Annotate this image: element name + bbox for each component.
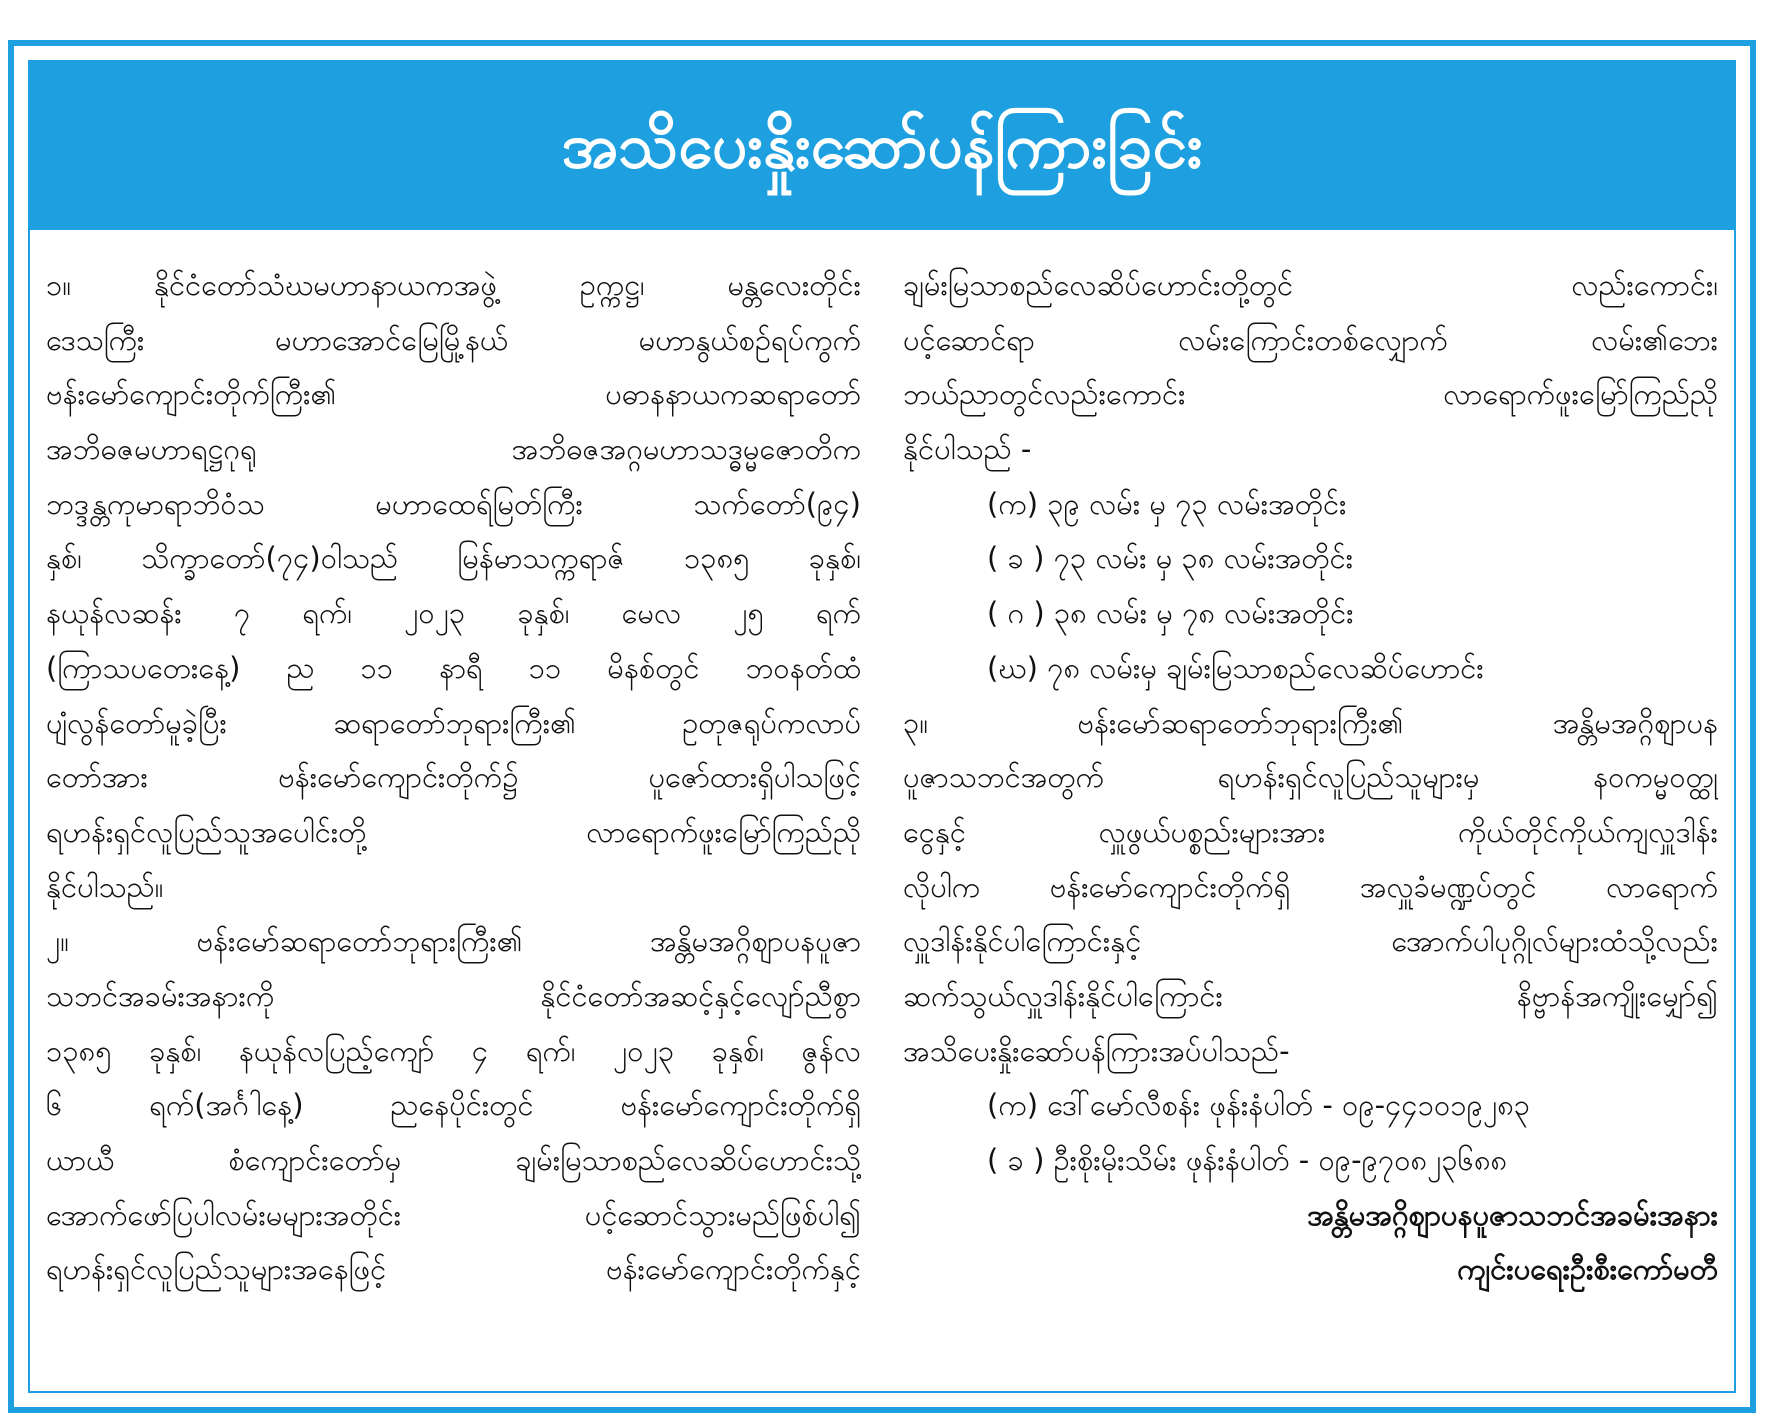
body-line: ပင့်ဆောင်ရာ လမ်းကြောင်းတစ်လျှောက် လမ်း၏ဘေး bbox=[903, 322, 1718, 357]
body-line: နှစ်၊ သိက္ခာတော်(၇၄)ဝါသည် မြန်မာသက္ကရာဇ် ၁၃၈၅ ခုနှစ်၊ bbox=[46, 541, 861, 576]
notice-title: အသိပေးနှိုးဆော်ပန်ကြားခြင်း bbox=[561, 109, 1203, 182]
body-line: ၁၃၈၅ ခုနှစ်၊ နယုန်လပြည့်ကျော် ၄ ရက်၊ ၂၀၂၃ ခုနှစ်၊ ဇွန်လ bbox=[46, 1033, 861, 1068]
body-line: ရဟန်းရှင်လူပြည်သူများအနေဖြင့် ဗန်းမော်ကျောင်းတိုက်နှင့် bbox=[46, 1252, 861, 1287]
body-line: ၆ ရက်(အင်္ဂါနေ့) ညနေပိုင်းတွင် ဗန်းမော်ကျောင်းတိုက်ရှိ bbox=[46, 1088, 861, 1123]
title-banner bbox=[30, 62, 1734, 230]
notice-body bbox=[46, 258, 1718, 1377]
body-line: ဘဒ္ဒန္တကုမာရာဘိဝံသ မဟာထေရ်မြတ်ကြီး သက်တော်(၉၄) bbox=[46, 486, 861, 521]
body-line: တော်အား ဗန်းမော်ကျောင်းတိုက်၌ ပူဇော်ထားရှိပါသဖြင့် bbox=[46, 760, 861, 795]
contact-item: ( ခ ) ဦးစိုးမိုးသိမ်း ဖုန်းနံပါတ် - ၀၉-၉၇၀၈၂၃၆၈၈ bbox=[987, 1143, 1508, 1177]
body-line: ရဟန်းရှင်လူပြည်သူအပေါင်းတို့ လာရောက်ဖူးမြော်ကြည်ညို bbox=[46, 814, 861, 849]
body-line: ဘယ်ညာတွင်လည်းကောင်း လာရောက်ဖူးမြော်ကြည်ညို bbox=[903, 377, 1718, 412]
body-line: လှူဒါန်းနိုင်ပါကြောင်းနှင့် အောက်ပါပုဂ္ဂိုလ်များထံသို့လည်း bbox=[903, 924, 1718, 959]
body-line: ၁။ နိုင်ငံတော်သံဃမဟာနာယကအဖွဲ့ ဥက္ကဋ္ဌ၊ မန္တလေးတိုင်း bbox=[46, 268, 861, 302]
body-line: ချမ်းမြသာစည်လေဆိပ်ဟောင်းတို့တွင် လည်းကောင်း၊ bbox=[903, 268, 1718, 302]
body-line: ဗန်းမော်ကျောင်းတိုက်ကြီး၏ ပဓာနနာယကဆရာတော် bbox=[46, 377, 861, 412]
body-line: နိုင်ပါသည်။ bbox=[46, 869, 164, 904]
body-line: လိုပါက ဗန်းမော်ကျောင်းတိုက်ရှိ အလှူခံမဏ္ဍပ်တွင် လာရောက် bbox=[903, 869, 1718, 904]
body-line: ဆက်သွယ်လှူဒါန်းနိုင်ပါကြောင်း နိဗ္ဗာန်အကျိုးမျှော်၍ bbox=[903, 978, 1718, 1013]
body-line: နိုင်ပါသည် - bbox=[903, 432, 1032, 467]
body-line: ငွေနှင့် လှူဖွယ်ပစ္စည်းများအား ကိုယ်တိုင်ကိုယ်ကျလှူဒါန်း bbox=[903, 814, 1718, 849]
route-item: (က) ၃၉ လမ်း မှ ၇၃ လမ်းအတိုင်း bbox=[987, 486, 1347, 521]
right-column bbox=[903, 258, 1718, 1377]
route-item: (ဃ) ၇၈ လမ်းမှ ချမ်းမြသာစည်လေဆိပ်ဟောင်း bbox=[987, 650, 1484, 685]
body-line: ၃။ ဗန်းမော်ဆရာတော်ဘုရားကြီး၏ အန္တိမအဂ္ဂိဈာပန bbox=[903, 705, 1718, 740]
notice-frame bbox=[8, 40, 1756, 1413]
body-line: နယုန်လဆန်း ၇ ရက်၊ ၂၀၂၃ ခုနှစ်၊ မေလ ၂၅ ရက် bbox=[46, 596, 861, 631]
body-line: အောက်ဖော်ပြပါလမ်းမများအတိုင်း ပင့်ဆောင်သွားမည်ဖြစ်ပါ၍ bbox=[46, 1197, 861, 1232]
left-column bbox=[46, 258, 861, 1377]
body-line: ပျံလွန်တော်မူခဲ့ပြီး ဆရာတော်ဘုရားကြီး၏ ဥတုဇရုပ်ကလာပ် bbox=[46, 705, 861, 740]
body-line: ၂။ ဗန်းမော်ဆရာတော်ဘုရားကြီး၏ အန္တိမအဂ္ဂိဈာပနပူဇာ bbox=[46, 924, 861, 959]
signature-line: အန္တိမအဂ္ဂိဈာပနပူဇာသဘင်အခမ်းအနား bbox=[1307, 1197, 1718, 1232]
body-line: ယာယီ စံကျောင်းတော်မှ ချမ်းမြသာစည်လေဆိပ်ဟောင်းသို့ bbox=[46, 1143, 861, 1177]
route-item: ( ဂ ) ၃၈ လမ်း မှ ၇၈ လမ်းအတိုင်း bbox=[987, 596, 1354, 631]
signature-line: ကျင်းပရေးဦးစီးကော်မတီ bbox=[1457, 1252, 1718, 1287]
route-item: ( ခ ) ၇၃ လမ်း မှ ၃၈ လမ်းအတိုင်း bbox=[987, 541, 1354, 576]
body-line: ပူဇာသဘင်အတွက် ရဟန်းရှင်လူပြည်သူများမှ နဝကမ္မဝတ္ထု bbox=[903, 760, 1718, 795]
body-line: အသိပေးနှိုးဆော်ပန်ကြားအပ်ပါသည်- bbox=[903, 1033, 1290, 1068]
body-line: (ကြာသပတေးနေ့) ည ၁၁ နာရီ ၁၁ မိနစ်တွင် ဘဝနတ်ထံ bbox=[46, 650, 861, 685]
body-line: သဘင်အခမ်းအနားကို နိုင်ငံတော်အဆင့်နှင့်လျော်ညီစွာ bbox=[46, 978, 861, 1013]
notice-inner-border bbox=[28, 60, 1736, 1393]
contact-item: (က) ဒေါ်မော်လီစန်း ဖုန်းနံပါတ် - ၀၉-၄၄၁၀၁၉၂၈၃ bbox=[987, 1088, 1531, 1123]
body-line: အဘိဓဇမဟာရဋ္ဌဂုရု အဘိဓဇအဂ္ဂမဟာသဒ္ဓမ္မဇောတိက bbox=[46, 432, 861, 467]
body-line: ဒေသကြီး မဟာအောင်မြေမြို့နယ် မဟာနွယ်စဉ်ရပ်ကွက် bbox=[46, 322, 861, 357]
